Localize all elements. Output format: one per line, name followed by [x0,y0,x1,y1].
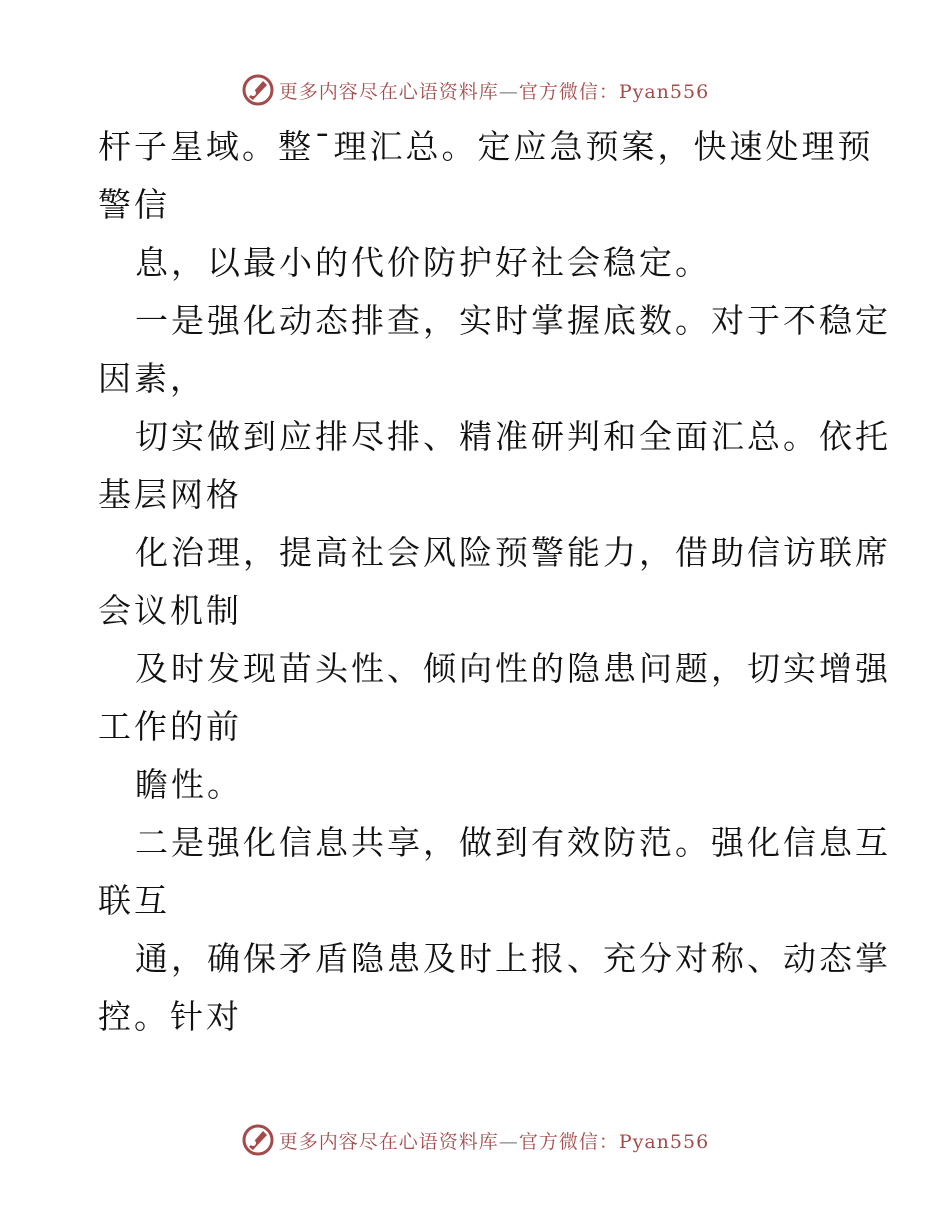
text-line: 工作的前 [98,707,242,746]
text-line: 通，确保矛盾隐患及时上报、充分对称、动态掌 [135,939,891,978]
header-separator: — [498,80,519,103]
text-line: 化治理，提高社会风险预警能力，借助信访联席 [135,533,891,572]
footer-banner-text [279,1127,709,1154]
header-site-name: 更多内容尽在心语资料库 [278,80,499,103]
header-wechat-id: Pyan556 [618,80,710,103]
text-line: 因素， [98,359,206,398]
text-line: 控。针对 [98,997,242,1036]
header-banner-text [279,77,709,104]
footer-wechat-id: Pyan556 [618,1130,710,1153]
text-line: 切实做到应排尽排、精准研判和全面汇总。依托 [135,417,891,456]
footer-banner [0,1120,950,1160]
red-pen-logo-icon [241,73,275,107]
text-line: 息，以最小的代价防护好社会稳定。 [135,243,711,282]
footer-site-name: 更多内容尽在心语资料库 [278,1130,499,1153]
text-line: 及时发现苗头性、倾向性的隐患问题，切实增强 [135,649,891,688]
header-wechat-label: 官方微信： [518,80,619,103]
text-line: 警信 [98,185,170,224]
header-banner [0,70,950,110]
footer-wechat-label: 官方微信： [518,1130,619,1153]
text-line: 二是强化信息共享，做到有效防范。强化信息互 [135,823,891,862]
text-line: 一是强化动态排查，实时掌握底数。对于不稳定 [135,301,891,340]
document-body [98,118,891,1046]
footer-separator: — [498,1130,519,1153]
text-line: 瞻性。 [135,765,243,804]
red-pen-logo-icon [241,1123,275,1157]
text-line: 会议机制 [98,591,242,630]
text-line: 联互 [98,881,170,920]
text-line: 杆子星域。整¯理汇总。定应急预案，快速处理预 [98,127,874,166]
text-line: 基层网格 [98,475,242,514]
